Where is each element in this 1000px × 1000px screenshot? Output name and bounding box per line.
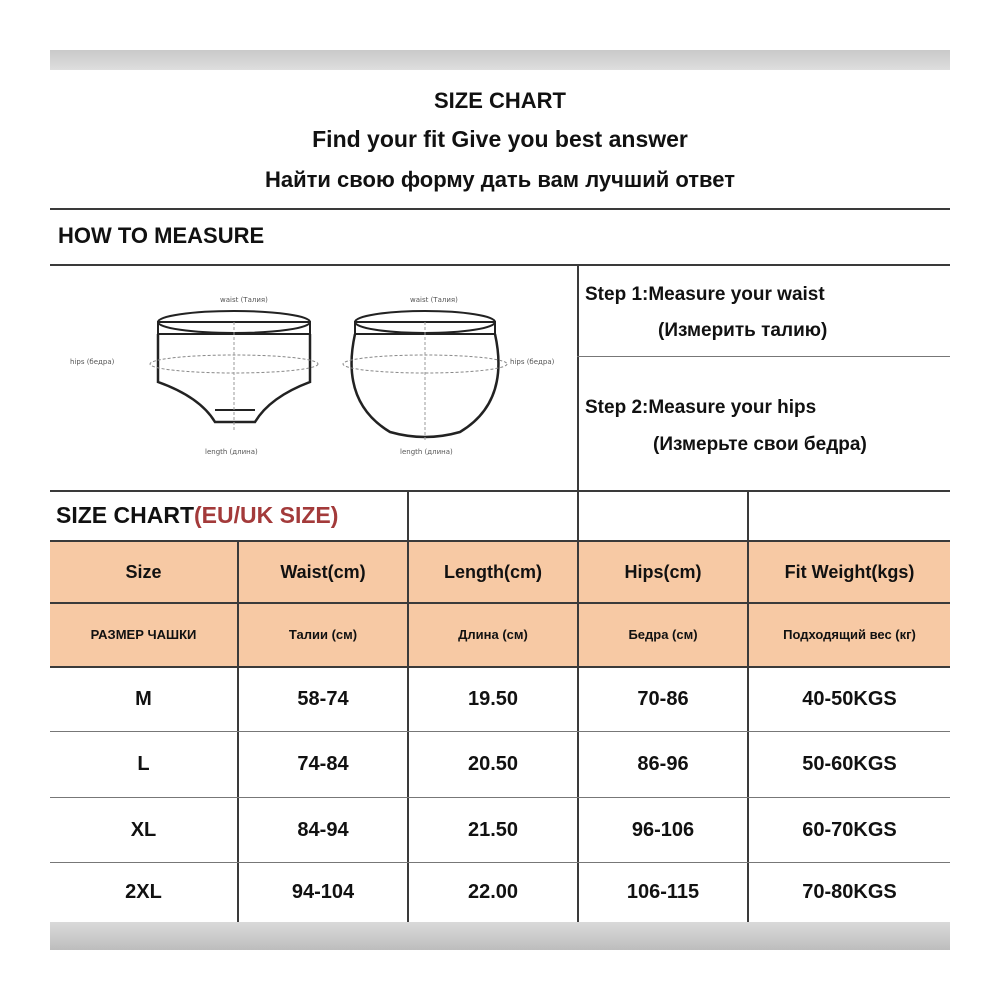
step2-text: Step 2:Measure your hips bbox=[585, 397, 817, 418]
page-title: SIZE CHART bbox=[434, 88, 566, 113]
cell-length: 22.00 bbox=[467, 881, 519, 903]
header-weight: Fit Weight(kgs) bbox=[784, 561, 915, 582]
length-label-right: length (длина) bbox=[400, 448, 453, 456]
measurement-diagram bbox=[70, 282, 570, 482]
header-weight-ru: Подходящий вес (кг) bbox=[783, 627, 916, 642]
header-length-ru: Длина (см) bbox=[458, 627, 528, 642]
header-waist: Waist(cm) bbox=[280, 561, 366, 582]
cell-waist: 58-74 bbox=[297, 688, 349, 710]
header-hips-ru: Бедра (см) bbox=[628, 627, 698, 642]
step1-text: Step 1:Measure your waist bbox=[585, 284, 825, 305]
length-label-left: length (длина) bbox=[205, 448, 258, 456]
title-row-divider-3 bbox=[747, 490, 749, 540]
cell-hips: 86-96 bbox=[637, 753, 689, 775]
subtitle-english: Find your fit Give you best answer bbox=[312, 126, 688, 152]
cell-size: 2XL bbox=[125, 881, 162, 903]
waist-label-right: waist (Талия) bbox=[410, 296, 458, 304]
divider-title bbox=[50, 208, 950, 210]
cell-size: XL bbox=[130, 818, 157, 841]
size-chart-title-main: SIZE CHART bbox=[56, 502, 194, 528]
divider-diagram-steps bbox=[577, 264, 579, 490]
size-chart-title-region: (EU/UK SIZE) bbox=[194, 502, 339, 528]
hips-label-left: hips (бедра) bbox=[70, 358, 115, 366]
cell-size: M bbox=[135, 688, 152, 710]
step2-russian: (Измерьте свои бедра) bbox=[653, 434, 867, 455]
header-waist-ru: Талии (см) bbox=[288, 627, 358, 642]
cell-waist: 74-84 bbox=[297, 753, 349, 775]
header-hips: Hips(cm) bbox=[624, 561, 702, 582]
cell-weight: 60-70KGS bbox=[802, 818, 897, 841]
title-row-divider-2 bbox=[577, 490, 579, 540]
cell-weight: 50-60KGS bbox=[802, 753, 897, 775]
cell-waist: 94-104 bbox=[291, 881, 355, 903]
header-length: Length(cm) bbox=[444, 561, 542, 582]
cell-length: 19.50 bbox=[467, 688, 519, 710]
waist-label-left: waist (Талия) bbox=[220, 296, 268, 304]
photo-frame-top bbox=[50, 50, 950, 70]
cell-hips: 96-106 bbox=[631, 818, 695, 841]
cell-length: 21.50 bbox=[467, 818, 519, 841]
hips-label-right: hips (бедра) bbox=[510, 358, 555, 366]
header-size-ru: РАЗМЕР ЧАШКИ bbox=[90, 627, 197, 642]
cell-size: L bbox=[137, 753, 150, 775]
divider-chart bbox=[50, 490, 950, 492]
cell-hips: 106-115 bbox=[626, 881, 700, 903]
photo-frame-bottom bbox=[50, 922, 950, 950]
cell-hips: 70-86 bbox=[637, 688, 689, 710]
size-chart-title bbox=[56, 502, 338, 529]
divider-how bbox=[50, 264, 950, 266]
size-chart-sheet bbox=[50, 70, 950, 922]
header-size: Size bbox=[125, 561, 162, 582]
brief-back-illustration bbox=[343, 296, 555, 456]
cell-waist: 84-94 bbox=[297, 818, 349, 841]
brief-front-illustration bbox=[70, 296, 318, 456]
divider-steps bbox=[577, 356, 950, 357]
title-row-divider-1 bbox=[407, 490, 409, 540]
cell-weight: 70-80KGS bbox=[802, 881, 897, 903]
cell-length: 20.50 bbox=[467, 753, 519, 775]
step1-russian: (Измерить талию) bbox=[658, 320, 828, 341]
subtitle-russian: Найти свою форму дать вам лучший ответ bbox=[264, 167, 736, 192]
title-block bbox=[50, 70, 950, 210]
cell-weight: 40-50KGS bbox=[802, 688, 897, 710]
how-to-measure-heading: HOW TO MEASURE bbox=[58, 223, 265, 248]
